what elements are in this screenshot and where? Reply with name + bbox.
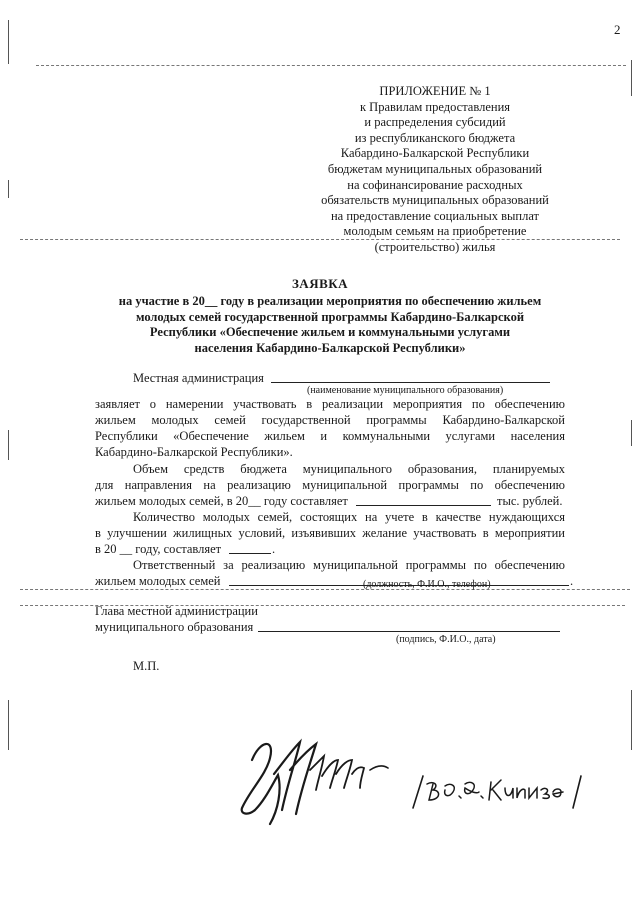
appendix-line: Кабардино-Балкарской Республики bbox=[340, 146, 530, 161]
scan-artifact-line bbox=[36, 65, 626, 66]
p2-line: для направления на реализацию муниципальной программы по обеспечению bbox=[95, 478, 565, 492]
subtitle-line: Республики «Обеспечение жильем и коммунальными услугами bbox=[149, 325, 511, 340]
appendix-line: на софинансирование расходных bbox=[347, 177, 523, 192]
scan-edge-mark bbox=[8, 20, 9, 64]
admin-label: Местная администрация bbox=[133, 371, 264, 385]
scan-edge-mark bbox=[8, 180, 9, 198]
handwritten-signature bbox=[230, 730, 400, 830]
p3-line: в 20 __ году, составляет bbox=[95, 542, 222, 556]
p2-line: жильем молодых семей, в 20__ году составляет bbox=[95, 494, 348, 508]
p1-line: жильем молодых семей государственной программы Кабардино-Балкарской bbox=[95, 413, 565, 427]
head-signature-blank[interactable] bbox=[258, 631, 560, 632]
scan-edge-mark bbox=[631, 420, 632, 446]
scan-edge-mark bbox=[631, 60, 632, 96]
p4-line: жильем молодых семей bbox=[95, 574, 221, 588]
appendix-line: молодым семьям на приобретение bbox=[343, 224, 527, 239]
p3-end: . bbox=[272, 542, 276, 556]
head-signature-hint: (подпись, Ф.И.О., дата) bbox=[396, 634, 496, 645]
scan-edge-mark bbox=[631, 690, 632, 750]
document-title: ЗАЯВКА bbox=[291, 276, 349, 291]
p4-line: Ответственный за реализацию муниципальной программы по обеспечению bbox=[133, 558, 565, 572]
appendix-line: из республиканского бюджета bbox=[354, 130, 516, 145]
p1-line: Кабардино-Балкарской Республики». bbox=[95, 445, 293, 459]
handwritten-name bbox=[405, 772, 585, 812]
budget-amount-blank[interactable] bbox=[356, 505, 491, 506]
subtitle-line: молодых семей государственной программы Кабардино-Балкарской bbox=[135, 309, 525, 324]
scan-artifact-line bbox=[20, 589, 630, 590]
document-subtitle bbox=[95, 294, 565, 356]
p1-line: Республики «Обеспечение жильем и коммунальными услугами населения bbox=[95, 429, 565, 443]
admin-hint: (наименование муниципального образования) bbox=[307, 385, 504, 396]
appendix-line: и распределения субсидий bbox=[364, 115, 506, 130]
responsible-hint: (должность, Ф.И.О., телефон) bbox=[363, 579, 491, 590]
head-title-line2: муниципального образования bbox=[95, 620, 254, 634]
subtitle-line: на участие в 20__ году в реализации мероприятия по обеспечению жильем bbox=[118, 294, 542, 308]
p2-line: Объем средств бюджета муниципального образования, планируемых bbox=[133, 462, 565, 476]
page-number: 2 bbox=[614, 22, 621, 37]
appendix-line: (строительство) жилья bbox=[374, 239, 496, 254]
appendix-line: к Правилам предоставления bbox=[359, 99, 511, 114]
families-count-blank[interactable] bbox=[229, 553, 271, 554]
head-title-line1: Глава местной администрации bbox=[95, 604, 258, 618]
appendix-line: на предоставление социальных выплат bbox=[330, 208, 540, 223]
p3-line: в улучшении жилищных условий, изъявивших желание участвовать в мероприятии bbox=[95, 526, 565, 540]
appendix-header bbox=[300, 84, 570, 256]
appendix-line: обязательств муниципальных образований bbox=[321, 193, 549, 208]
appendix-line: ПРИЛОЖЕНИЕ № 1 bbox=[379, 84, 491, 98]
stamp-label: М.П. bbox=[133, 659, 160, 673]
admin-name-blank[interactable] bbox=[271, 382, 550, 383]
p1-line: заявляет о намерении участвовать в реализации мероприятия по обеспечению bbox=[95, 397, 565, 411]
scan-edge-mark bbox=[8, 700, 9, 750]
p3-line: Количество молодых семей, состоящих на учете в качестве нуждающихся bbox=[133, 510, 565, 524]
p2-unit: тыс. рублей. bbox=[497, 494, 563, 508]
p4-end: . bbox=[570, 574, 574, 588]
scan-edge-mark bbox=[8, 430, 9, 460]
appendix-line: бюджетам муниципальных образований bbox=[327, 161, 543, 176]
subtitle-line: населения Кабардино-Балкарской Республики» bbox=[194, 340, 466, 355]
